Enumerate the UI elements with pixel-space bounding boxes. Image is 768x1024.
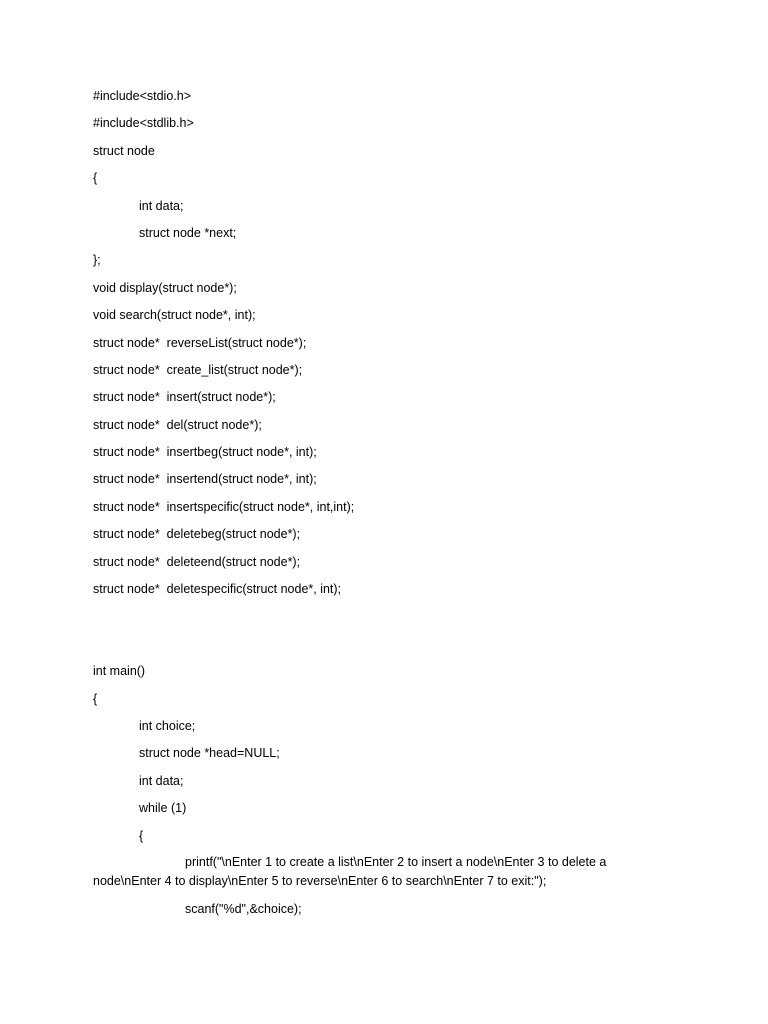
code-line-prototype: struct node* reverseList(struct node*); xyxy=(93,335,307,350)
code-line-printf: printf("\nEnter 1 to create a list\nEnter 2 to insert a node\nEnter 3 to delete a node\nEnter 4 to display\nEnter 5 to reverse\nEnter 6 to search\nEnter 7 to exit:"); xyxy=(93,854,607,888)
code-line-prototype: struct node* deleteend(struct node*); xyxy=(93,554,301,569)
code-line-main-open: { xyxy=(93,691,98,706)
code-line-scanf: scanf("%d",&choice); xyxy=(185,901,302,916)
code-line-field-next: struct node *next; xyxy=(139,225,237,240)
code-line-main-body: int choice; xyxy=(139,718,196,733)
code-line-prototype: struct node* del(struct node*); xyxy=(93,417,262,432)
code-line-prototype: struct node* insertend(struct node*, int); xyxy=(93,472,317,487)
code-line-main-body: struct node *head=NULL; xyxy=(139,746,280,761)
code-line-prototype: void search(struct node*, int); xyxy=(93,308,256,323)
code-line-prototype: struct node* deletebeg(struct node*); xyxy=(93,527,301,542)
code-line-prototype: struct node* create_list(struct node*); xyxy=(93,362,303,377)
code-line-main-body: int data; xyxy=(139,773,184,788)
code-line-prototype: struct node* insertspecific(struct node*, int,int); xyxy=(93,499,355,514)
code-listing xyxy=(93,86,653,926)
blank-line xyxy=(93,606,653,633)
code-line-prototype: struct node* deletespecific(struct node*, int); xyxy=(93,582,342,597)
code-line-prototype: struct node* insert(struct node*); xyxy=(93,390,276,405)
code-line-main-body: { xyxy=(139,828,144,843)
code-line-struct-open: { xyxy=(93,171,98,186)
code-line-field-data: int data; xyxy=(139,198,184,213)
code-line-main-signature: int main() xyxy=(93,664,146,679)
code-line-prototype: struct node* insertbeg(struct node*, int); xyxy=(93,445,317,460)
code-line-include-stdio: #include<stdio.h> xyxy=(93,89,191,103)
code-line-prototype: void display(struct node*); xyxy=(93,280,237,295)
code-line-struct-close: }; xyxy=(93,253,101,268)
blank-line xyxy=(93,634,653,661)
code-line-main-body: while (1) xyxy=(139,801,187,816)
code-line-struct-node: struct node xyxy=(93,143,155,158)
code-line-include-stdlib: #include<stdlib.h> xyxy=(93,116,194,131)
